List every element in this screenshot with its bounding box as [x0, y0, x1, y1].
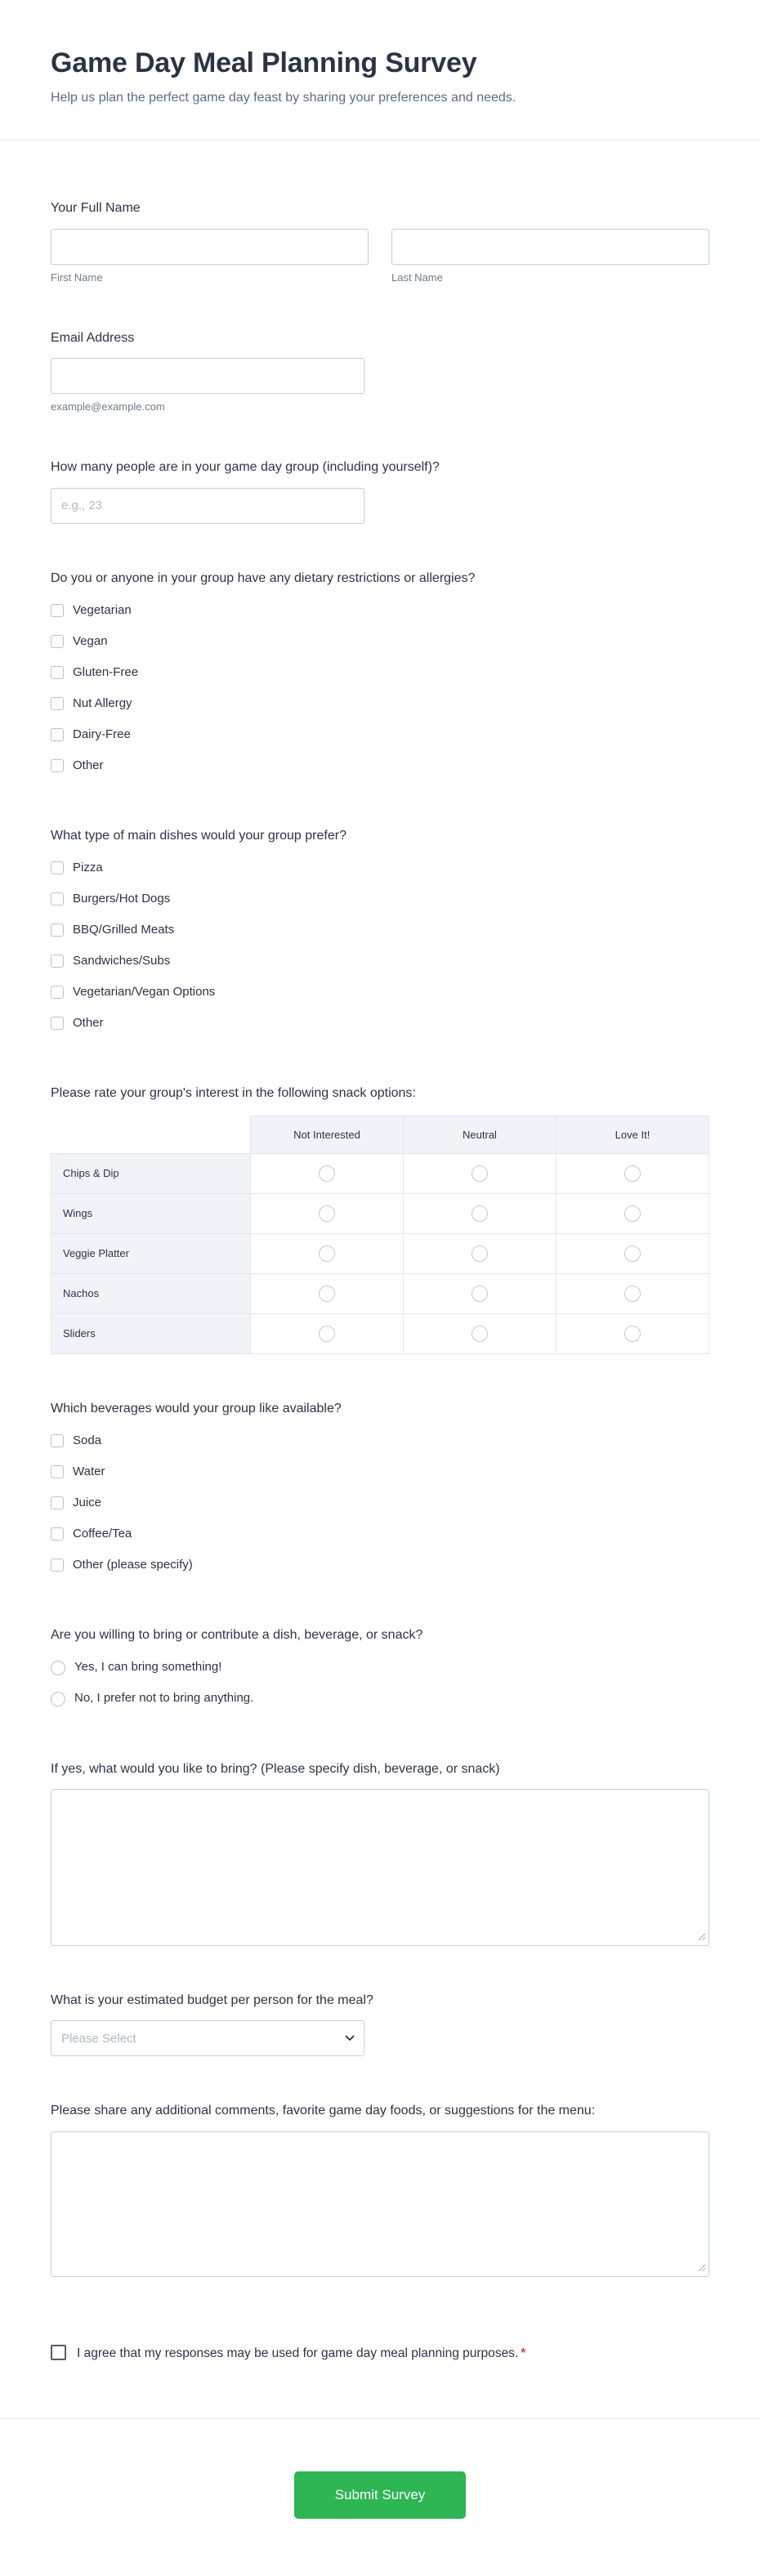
submit-button[interactable]: Submit Survey: [294, 2471, 467, 2519]
radio-option-no[interactable]: [51, 1684, 709, 1715]
question-label: What type of main dishes would your group prefer?: [51, 828, 346, 843]
radio-button[interactable]: [51, 1661, 65, 1675]
checkbox-option-gluten-free[interactable]: [51, 657, 709, 688]
option-label: Vegetarian/Vegan Options: [73, 985, 216, 1000]
matrix-radio[interactable]: [624, 1246, 641, 1262]
budget-select-wrap: [51, 2020, 364, 2056]
question-label: If yes, what would you like to bring? (Please specify dish, beverage, or snack): [51, 1761, 500, 1776]
question-full-name: [51, 199, 709, 283]
matrix-radio[interactable]: [472, 1286, 488, 1302]
checkbox-option-nut-allergy[interactable]: [51, 688, 709, 719]
checkbox[interactable]: [51, 1017, 64, 1030]
checkbox-option-other[interactable]: [51, 1008, 709, 1039]
matrix-cell: [557, 1153, 709, 1193]
question-label: Which beverages would your group like available?: [51, 1401, 342, 1415]
matrix-radio[interactable]: [319, 1165, 335, 1182]
checkbox[interactable]: [51, 1465, 64, 1478]
checkbox[interactable]: [51, 1496, 64, 1509]
checkbox[interactable]: [51, 1559, 64, 1572]
form-title: Game Day Meal Planning Survey: [51, 47, 477, 78]
option-label: BBQ/Grilled Meats: [73, 923, 175, 937]
last-name-input[interactable]: [391, 229, 709, 265]
checkbox-option-veg-options[interactable]: [51, 977, 709, 1008]
checkbox-option-water[interactable]: [51, 1456, 709, 1487]
option-label: Water: [73, 1465, 105, 1478]
question-contribute: [51, 1626, 709, 1714]
matrix-radio[interactable]: [624, 1205, 641, 1222]
matrix-cell: [251, 1273, 404, 1313]
option-label: Other: [73, 1016, 104, 1031]
option-label: Nut Allergy: [73, 695, 132, 710]
matrix-cell: [404, 1193, 557, 1233]
first-name-input[interactable]: [51, 229, 369, 265]
option-label: Burgers/Hot Dogs: [73, 892, 171, 906]
matrix-cell: [404, 1273, 557, 1313]
matrix-row-nachos: [51, 1273, 709, 1313]
matrix-radio[interactable]: [624, 1326, 641, 1342]
matrix-row-label: Wings: [51, 1193, 251, 1233]
option-label: Vegan: [73, 633, 108, 648]
question-label: What is your estimated budget per person for the meal?: [51, 1992, 373, 2007]
matrix-cell: [404, 1313, 557, 1353]
group-size-row: [51, 488, 709, 524]
matrix-cell: [251, 1193, 404, 1233]
question-group-size: [51, 458, 709, 523]
matrix-row-chips-dip: [51, 1153, 709, 1193]
checkbox-option-bbq[interactable]: [51, 915, 709, 946]
question-snack-matrix: [51, 1085, 709, 1353]
checkbox[interactable]: [51, 666, 64, 679]
checkbox[interactable]: [51, 759, 64, 772]
comments-textarea[interactable]: [51, 2131, 709, 2277]
question-beverages: [51, 1400, 709, 1581]
matrix-col-header-love-it: Love It!: [557, 1116, 709, 1153]
bring-what-textarea[interactable]: [51, 1789, 709, 1946]
agreement-label: [77, 2344, 525, 2363]
agreement-checkbox[interactable]: [51, 2345, 66, 2360]
agreement-text: I agree that my responses may be used for game day meal planning purposes.: [77, 2346, 519, 2360]
budget-select[interactable]: [51, 2020, 364, 2056]
matrix-col-header-not-interested: Not Interested: [251, 1116, 404, 1153]
option-label: Other (please specify): [73, 1558, 193, 1572]
checkbox-option-juice[interactable]: [51, 1487, 709, 1518]
matrix-radio[interactable]: [472, 1205, 488, 1222]
email-input[interactable]: [51, 358, 364, 394]
matrix-row-label: Sliders: [51, 1313, 251, 1353]
email-col: [51, 358, 364, 413]
matrix-cell: [557, 1233, 709, 1273]
option-label: Sandwiches/Subs: [73, 954, 171, 968]
matrix-row-label: Nachos: [51, 1273, 251, 1313]
contribute-options: [51, 1652, 709, 1715]
option-label: Other: [73, 758, 104, 772]
form-body: [0, 141, 760, 2390]
matrix-radio[interactable]: [624, 1165, 641, 1182]
comments-textarea-wrap: [51, 2131, 709, 2277]
form-footer: [0, 2418, 760, 2576]
first-name-col: [51, 229, 369, 284]
option-label: No, I prefer not to bring anything.: [74, 1691, 254, 1706]
checkbox-option-pizza[interactable]: [51, 852, 709, 883]
form-subtitle: Help us plan the perfect game day feast by sharing your preferences and needs.: [51, 91, 516, 105]
matrix-corner-cell: [51, 1116, 251, 1153]
option-label: Soda: [73, 1433, 102, 1447]
question-label: Your Full Name: [51, 201, 141, 216]
question-label: Please rate your group's interest in the following snack options:: [51, 1086, 416, 1101]
checkbox-option-dairy-free[interactable]: [51, 719, 709, 750]
checkbox-option-other-specify[interactable]: [51, 1550, 709, 1581]
checkbox-option-sandwiches[interactable]: [51, 946, 709, 977]
checkbox-option-soda[interactable]: [51, 1425, 709, 1456]
email-field-row: [51, 358, 709, 413]
matrix-radio[interactable]: [319, 1246, 335, 1262]
dietary-options: [51, 595, 709, 781]
option-label: Juice: [73, 1496, 102, 1509]
checkbox[interactable]: [51, 604, 64, 617]
radio-button[interactable]: [51, 1692, 65, 1706]
question-comments: [51, 2102, 709, 2276]
matrix-radio[interactable]: [319, 1286, 335, 1302]
checkbox-option-vegan[interactable]: [51, 626, 709, 657]
matrix-cell: [251, 1233, 404, 1273]
option-label: Vegetarian: [73, 602, 132, 617]
matrix-row-veggie-platter: [51, 1233, 709, 1273]
question-dietary: [51, 570, 709, 781]
checkbox-option-other[interactable]: [51, 750, 709, 781]
checkbox[interactable]: [51, 861, 64, 874]
matrix-col-header-neutral: Neutral: [404, 1116, 557, 1153]
first-name-sublabel: First Name: [51, 271, 103, 284]
checkbox[interactable]: [51, 892, 64, 906]
main-dish-options: [51, 852, 709, 1039]
checkbox[interactable]: [51, 635, 64, 648]
matrix-cell: [404, 1233, 557, 1273]
matrix-radio[interactable]: [472, 1326, 488, 1342]
question-email: [51, 329, 709, 413]
option-label: Coffee/Tea: [73, 1527, 132, 1541]
matrix-row-label: Veggie Platter: [51, 1233, 251, 1273]
option-label: Dairy-Free: [73, 727, 131, 741]
question-label: How many people are in your game day group (including yourself)?: [51, 460, 440, 475]
matrix-row-sliders: [51, 1313, 709, 1353]
checkbox[interactable]: [51, 955, 64, 968]
option-label: Gluten-Free: [73, 664, 139, 679]
group-size-input[interactable]: [51, 488, 364, 524]
checkbox[interactable]: [51, 728, 64, 741]
checkbox[interactable]: [51, 986, 64, 999]
form-header: [0, 0, 760, 141]
question-label: Are you willing to bring or contribute a dish, beverage, or snack?: [51, 1628, 423, 1643]
email-sublabel: example@example.com: [51, 400, 165, 414]
radio-option-yes[interactable]: [51, 1652, 709, 1684]
matrix-row-label: Chips & Dip: [51, 1153, 251, 1193]
checkbox[interactable]: [51, 924, 64, 937]
matrix-cell: [251, 1313, 404, 1353]
matrix-header-row: [51, 1116, 709, 1153]
question-bring-what: [51, 1760, 709, 1946]
matrix-row-wings: [51, 1193, 709, 1233]
question-main-dishes: [51, 827, 709, 1039]
checkbox[interactable]: [51, 1434, 64, 1447]
question-label: Do you or anyone in your group have any dietary restrictions or allergies?: [51, 570, 476, 585]
question-label: Email Address: [51, 330, 135, 345]
required-asterisk: *: [521, 2346, 526, 2360]
matrix-cell: [557, 1273, 709, 1313]
matrix-radio[interactable]: [472, 1246, 488, 1262]
matrix-radio[interactable]: [319, 1326, 335, 1342]
checkbox[interactable]: [51, 1527, 64, 1541]
question-label: Please share any additional comments, favorite game day foods, or suggestions for the menu:: [51, 2104, 596, 2118]
matrix-cell: [404, 1153, 557, 1193]
agreement-row[interactable]: [51, 2344, 709, 2363]
beverage-options: [51, 1425, 709, 1581]
checkbox[interactable]: [51, 697, 64, 710]
matrix-radio[interactable]: [624, 1286, 641, 1302]
snack-matrix-table: [51, 1116, 709, 1354]
checkbox-option-vegetarian[interactable]: [51, 595, 709, 626]
matrix-cell: [557, 1193, 709, 1233]
matrix-cell: [251, 1153, 404, 1193]
last-name-sublabel: Last Name: [391, 271, 443, 284]
matrix-radio[interactable]: [472, 1165, 488, 1182]
checkbox-option-coffee-tea[interactable]: [51, 1518, 709, 1550]
matrix-cell: [557, 1313, 709, 1353]
question-budget: [51, 1992, 709, 2056]
bring-what-textarea-wrap: [51, 1789, 709, 1946]
option-label: Pizza: [73, 861, 103, 875]
option-label: Yes, I can bring something!: [74, 1660, 222, 1675]
matrix-radio[interactable]: [319, 1205, 335, 1222]
last-name-col: [391, 229, 709, 284]
checkbox-option-burgers[interactable]: [51, 883, 709, 915]
name-fields-row: [51, 229, 709, 284]
